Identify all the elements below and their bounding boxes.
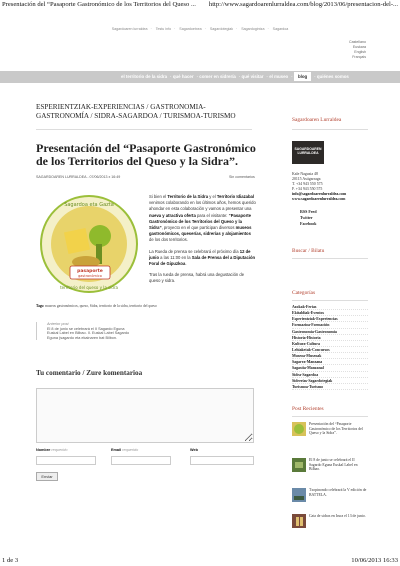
post-categories[interactable]: ESPERIENTZIAK-EXPERIENCIAS / GASTRONOMIA-GASTRONOMÍA / SIDRA-SAGARDOA / TURISMOA-TURISMO (36, 103, 236, 120)
post-paragraph-2: La Rueda de prensa se celebrará el próximo día 12 de junio a las 11:00 en la Sala de Prensa del a Diputación Foral de Gipuzkoa. (149, 248, 256, 267)
post-tags (36, 304, 256, 308)
divider (36, 129, 252, 130)
previous-post-label: Anterior post (47, 322, 69, 326)
pasaporte-gastronomico-image (38, 192, 140, 296)
rss-feed-link[interactable]: RSS Feed (300, 209, 317, 214)
print-page-title: Presentación del “Pasaporte Gastronómico de los Territorios del Queso ... (2, 1, 196, 8)
image-badge-line1: pasaporte (77, 269, 103, 274)
topnav-item[interactable]: Sagardogintza (241, 27, 265, 31)
mainnav-item[interactable]: qué hacer (172, 74, 194, 79)
website-link[interactable]: www.sagardoarenlurraldea.com (292, 197, 346, 201)
image-caption-top: Sagardoa eta Gazta (64, 202, 114, 208)
sidebar-heading-lurraldea: Sagardoaren Lurraldea (292, 117, 342, 123)
social-links (300, 209, 360, 227)
sidebar-heading-search: Buscar / Bilatu (292, 248, 325, 254)
facebook-link[interactable]: Facebook (300, 221, 317, 226)
email-field-label: Email requerido (111, 448, 139, 452)
telephone: T. +34 943 550 575 (292, 182, 323, 186)
mainnav-item[interactable]: el museo (269, 74, 289, 79)
recent-post-thumbnail (292, 488, 306, 502)
category-item[interactable]: Sidra-Sagardoa (292, 372, 368, 378)
sidebar-divider (292, 129, 368, 130)
sidebar-heading-recent: Post Recientes (292, 406, 324, 412)
top-navigation: Sagardoaren lurraldea · Testu info · Sagardoetxea · Sagardotegiak · Sagardogintza · Sagardoa (111, 27, 289, 31)
tags-label: Tags: (36, 304, 45, 308)
sidebar-divider (292, 300, 368, 301)
tags-list[interactable]: museos gastronómicos, queso, Sidra, territorio de la sidra, territorio del queso (44, 304, 157, 308)
recent-post-thumbnail (292, 514, 306, 528)
category-item[interactable]: Museoa-Museoak (292, 353, 368, 359)
post-title: Presentación del “Pasaporte Gastronómico de los Territorios del Queso y la Sidra”. (36, 141, 256, 168)
comments-count-link[interactable]: Sin comentarios (229, 175, 255, 179)
twitter-link[interactable]: Twitter (300, 215, 313, 220)
print-header (0, 0, 400, 10)
category-item[interactable]: Azokak-Ferias (292, 304, 368, 310)
topnav-item[interactable]: Sagardoaren lurraldea (111, 27, 148, 31)
category-item[interactable]: Esperientziak-Experiencias (292, 316, 368, 322)
recent-post-link[interactable]: Cata de sidras en Irura el 13 de junio. (309, 514, 366, 518)
mainnav-item[interactable]: comer en sidrería (199, 74, 236, 79)
topnav-item[interactable]: Sagardoa (272, 27, 289, 31)
category-item[interactable]: Kultura-Cultura (292, 341, 368, 347)
address: Kale Nagusia 48 (292, 172, 318, 176)
print-datetime: 10/06/2013 16:33 (351, 557, 398, 564)
category-item[interactable]: Sidrerías-Sagardotegiak (292, 378, 368, 384)
image-badge-line2: gastronómico (78, 274, 102, 278)
recent-post-thumbnail (292, 422, 306, 436)
recent-post-link[interactable]: El 8 de junio se celebrará el II Sagardo Eguna Euskal Label en Bilbao. (309, 458, 358, 472)
post-paragraph-3: Tras la rueda de prensa, habrá una degustación de queso y sidra. (149, 272, 245, 284)
submit-comment-button[interactable]: Enviar (36, 472, 58, 481)
recent-post-link[interactable]: Presentación del “Pasaporte Gastronómico de los Territorios del Queso y la Sidra”. (309, 422, 363, 436)
category-item[interactable]: Sagarra-Manzana (292, 359, 368, 365)
category-item[interactable]: Gastronomia-Gastronomía (292, 329, 368, 335)
category-item[interactable]: Turismoa-Turismo (292, 384, 368, 390)
sagardoaren-lurraldea-logo: SAGARDOAREN LURRALDEA (292, 141, 324, 164)
lang-castellano[interactable]: Castellano (349, 40, 366, 44)
print-footer (0, 556, 400, 566)
previous-post-text[interactable]: El 8 de junio se celebrará el II Sagardo Eguna Euskal Label en Bilbao. II. Euskal Label Sagardo Eguna (sagardo eta ekainaren bat Bilbon. (47, 326, 130, 340)
sidebar-divider (292, 416, 368, 417)
city: 20115 Astigarraga (292, 177, 321, 181)
name-input[interactable] (36, 456, 96, 465)
mainnav-item-blog[interactable]: blog (294, 72, 311, 81)
mainnav-item[interactable]: quiénes somos (316, 74, 349, 79)
lang-english[interactable]: English (354, 50, 366, 54)
contact-info (292, 172, 368, 202)
topnav-item[interactable]: Testu info (155, 27, 172, 31)
topnav-item[interactable]: Sagardoetxea (179, 27, 202, 31)
web-field-label: Web (190, 448, 198, 452)
lang-euskara[interactable]: Euskara (352, 45, 366, 49)
recent-post-thumbnail (292, 458, 306, 472)
recent-post-link[interactable]: Txopinondo celebrará la V edición de BATTELA. (309, 488, 367, 497)
language-selector (349, 40, 366, 60)
email-link[interactable]: info@sagardoarenlurraldea.com (292, 192, 347, 196)
topnav-item[interactable]: Sagardotegiak (209, 27, 234, 31)
mainnav-item[interactable]: qué visitar (241, 74, 264, 79)
post-meta: SAGARDOAREN LURRALDEA - 07/06/2013 x 16:49 (36, 175, 121, 179)
image-caption-bottom: territorio del queso y la sidra (60, 285, 118, 290)
sidebar-divider (292, 258, 368, 259)
web-input[interactable] (190, 456, 254, 465)
previous-post[interactable] (36, 322, 136, 340)
post-body (149, 194, 256, 290)
category-item[interactable]: Historia-Historia (292, 335, 368, 341)
web-page (0, 12, 400, 554)
category-item[interactable]: Ekitaldiak-Eventos (292, 310, 368, 316)
name-field-label: Nombre requerido (36, 448, 68, 452)
mainnav-item[interactable]: el territorio de la sidra (121, 74, 168, 79)
lang-francais[interactable]: Français (352, 55, 366, 59)
sidebar-heading-categories: Categorías (292, 290, 316, 296)
print-page-url: http://www.sagardoarenlurraldea.com/blog/2013/06/presentacion-del-... (208, 1, 398, 8)
category-item[interactable]: Sagastia-Manzanal (292, 365, 368, 371)
category-list (292, 304, 368, 390)
category-item[interactable]: Lehiaketak-Concursos (292, 347, 368, 353)
print-page-count: 1 de 3 (2, 557, 19, 564)
comment-form-heading: Tu comentario / Zure komentarioa (36, 369, 143, 377)
fax: F. +34 943 550 575 (292, 187, 323, 191)
post-paragraph-1: Si bien el Territorio de la Sidra y el Territorio Idiazabal venimos colaborando en los últimos años, hemos querido ahondar en esta colaboración y vamos a presentar una nueva y atractiva oferta para el visitante: “Pasaporte Gastronómico de los Territorios del Queso y la Sidra”, proyecto en el que participan diversos museos gastronómicos, queserías, sidrerías y alojamientos de los dos territorios. (149, 194, 256, 243)
main-navigation: el territorio de la sidra · qué hacer · comer en sidrería · qué visitar · el museo · blog · quiénes somos (0, 71, 400, 83)
comment-textarea[interactable] (36, 388, 254, 443)
email-input[interactable] (111, 456, 171, 465)
category-item[interactable]: Formazioa-Formación (292, 322, 368, 328)
